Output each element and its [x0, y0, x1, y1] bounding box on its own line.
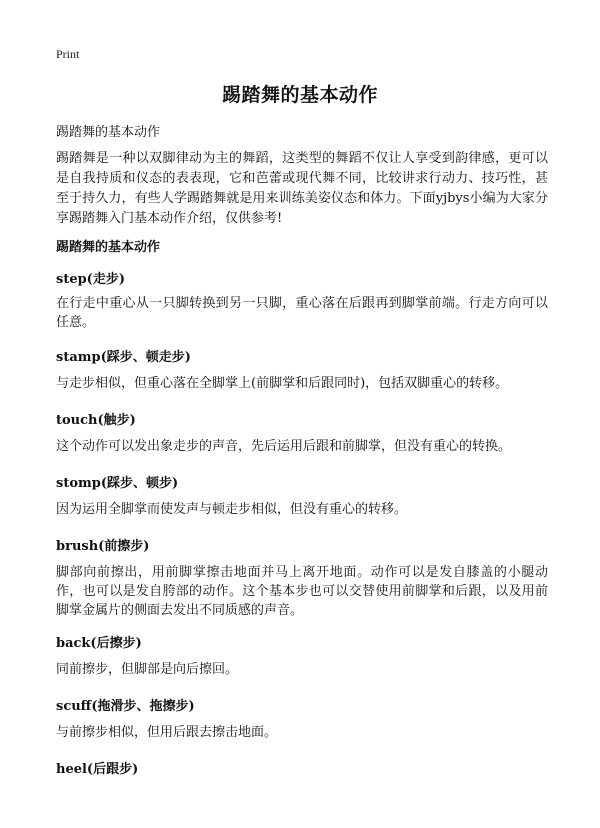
intro-paragraph: 踢踏舞是一种以双脚律动为主的舞蹈，这类型的舞蹈不仅让人享受到韵律感，更可以是自我持质和仪态的表表现，它和芭蕾或现代舞不同，比较讲求行动力、技巧性，甚至于持久力，有些人学踢踏舞就是用来训练美姿仪态和体力。下面yjbys小编为大家分享踢踏舞入门基本动作介绍，仅供参考!: [56, 151, 548, 226]
move-description-brush: 脚部向前擦出，用前脚掌擦击地面并马上离开地面。动作可以是发自膝盖的小腿动作，也可以是发自胯部的动作。这个基本步也可以交替使用前脚掌和后跟，以及用前脚掌金属片的侧面去发出不同质感的声音。: [56, 565, 548, 618]
move-heading-brush: brush(前擦步): [56, 539, 150, 554]
move-heading-back: back(后擦步): [56, 636, 142, 651]
page-title: 踢踏舞的基本动作: [221, 84, 378, 106]
document-subtitle: 踢踏舞的基本动作: [56, 125, 161, 140]
move-description-stamp: 与走步相似，但重心落在全脚掌上(前脚掌和后跟同时)，包括双脚重心的转移。: [56, 376, 509, 391]
move-description-stomp: 因为运用全脚掌而使发声与顿走步相似，但没有重心的转移。: [56, 502, 408, 517]
move-description-back: 同前擦步，但脚部是向后擦回。: [56, 662, 239, 677]
move-description-step: 在行走中重心从一只脚转换到另一只脚，重心落在后跟再到脚掌前端。行走方向可以任意。: [56, 296, 548, 330]
move-heading-scuff: scuff(拖滑步、拖擦步): [56, 699, 195, 714]
move-description-scuff: 与前擦步相似，但用后跟去擦击地面。: [56, 725, 278, 740]
print-link[interactable]: Print: [56, 47, 80, 61]
move-heading-heel: heel(后跟步): [56, 762, 139, 777]
move-heading-touch: touch(触步): [56, 413, 136, 428]
move-heading-stomp: stomp(踩步、顿步): [56, 476, 179, 491]
move-heading-stamp: stamp(踩步、顿走步): [56, 350, 191, 365]
move-description-touch: 这个动作可以发出象走步的声音，先后运用后跟和前脚掌，但没有重心的转换。: [56, 439, 512, 454]
section-heading: 踢踏舞的基本动作: [56, 240, 161, 255]
move-heading-step: step(走步): [56, 272, 125, 287]
